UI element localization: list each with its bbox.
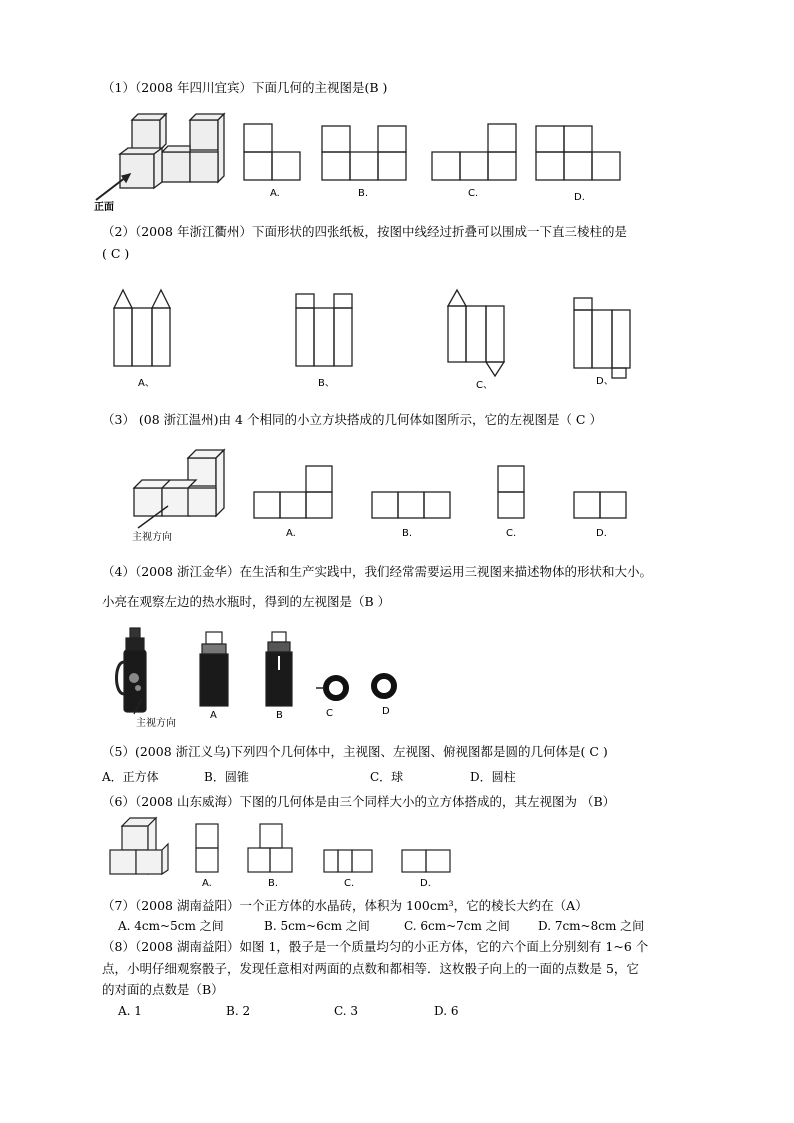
q8-option-b: B. 2 — [226, 1004, 251, 1018]
q3-figure — [102, 444, 642, 554]
q4-option-c-view — [316, 678, 346, 698]
q5-text: （5）(2008 浙江义乌)下列四个几何体中，主视图、左视图、俯视图都是圆的几何体是( C ) — [102, 744, 608, 759]
q5-option-b: B．圆锥 — [204, 770, 249, 784]
q2-option-b-net — [296, 294, 352, 366]
q3-text: （3） (08 浙江温州)由 4 个相同的小立方块搭成的几何体如图所示，它的左视图是（ C ） — [102, 412, 602, 427]
q7-option-d: D. 7cm~8cm 之间 — [538, 919, 645, 933]
q2-figure — [102, 280, 642, 398]
q1-option-c-view — [432, 124, 516, 180]
q6-option-b-view — [248, 824, 292, 872]
q7-option-b: B. 5cm~6cm 之间 — [264, 919, 370, 933]
q1-figure — [92, 104, 632, 214]
q6-option-c: C. — [344, 878, 355, 889]
q8-text-line2: 点，小明仔细观察骰子，发现任意相对两面的点数和都相等．这枚骰子向上的一面的点数是 5，它 — [102, 961, 639, 976]
q4-direction-label: 主视方向 — [136, 718, 176, 729]
q1-option-d: D. — [574, 192, 585, 203]
q2-option-c-net — [448, 290, 504, 376]
q6-option-d: D. — [420, 878, 431, 889]
q1-front-label: 正面 — [94, 202, 114, 213]
q1-text: （1）（2008 年四川宜宾）下面几何的主视图是(B ) — [102, 80, 388, 95]
q5-option-d: D．圆柱 — [470, 770, 516, 784]
q2-option-a: A、 — [138, 378, 155, 389]
q4-option-b: B — [276, 710, 283, 721]
q4-option-a-view — [200, 632, 228, 706]
q8-text-line1: （8）（2008 湖南益阳）如图 1，骰子是一个质量均匀的小正方体，它的六个面上分别刻有 1~6 个 — [102, 939, 649, 954]
q1-option-b: B. — [358, 188, 369, 199]
q4-figure — [112, 622, 412, 732]
q6-solid — [110, 818, 168, 874]
q3-option-d-view — [574, 492, 626, 518]
q4-text-line2: 小亮在观察左边的热水瓶时，得到的左视图是（B ） — [102, 594, 391, 609]
q2-option-a-net — [114, 290, 170, 366]
q2-answer: ( C ) — [102, 246, 130, 261]
q4-option-d: D — [382, 706, 390, 717]
q4-option-b-view — [266, 632, 292, 706]
q8-option-d: D. 6 — [434, 1004, 459, 1018]
q4-option-a: A — [210, 710, 217, 721]
q1-option-a: A. — [270, 188, 280, 199]
q3-option-b: B. — [402, 528, 413, 539]
q2-option-d: D、 — [596, 376, 614, 387]
q6-text: （6）（2008 山东威海）下图的几何体是由三个同样大小的立方体搭成的，其左视图为 （B） — [102, 794, 616, 809]
q2-option-b: B、 — [318, 378, 335, 389]
q2-option-d-net — [574, 298, 630, 378]
q4-text-line1: （4）（2008 浙江金华）在生活和生产实践中，我们经常需要运用三视图来描述物体的形状和大小。 — [102, 564, 652, 579]
q1-solid — [96, 114, 224, 200]
q6-option-a: A. — [202, 878, 212, 889]
q3-option-a: A. — [286, 528, 296, 539]
q7-option-c: C. 6cm~7cm 之间 — [404, 919, 510, 933]
q6-option-a-view — [196, 824, 218, 872]
q7-option-a: A. 4cm~5cm 之间 — [118, 919, 224, 933]
q3-solid — [134, 450, 224, 516]
q4-option-d-view — [374, 676, 394, 696]
q2-option-c: C、 — [476, 380, 493, 391]
q1-option-d-view — [536, 126, 620, 180]
q2-text: （2）（2008 年浙江衢州）下面形状的四张纸板，按图中线经过折叠可以围成一下直三棱柱的是 — [102, 224, 627, 239]
q6-figure — [102, 814, 482, 894]
q6-option-d-view — [402, 850, 450, 872]
q5-option-c: C．球 — [370, 770, 404, 784]
q6-option-c-view — [324, 850, 372, 872]
q3-option-c: C. — [506, 528, 517, 539]
q3-option-d: D. — [596, 528, 607, 539]
q5-option-a: A．正方体 — [102, 770, 159, 784]
q1-option-b-view — [322, 126, 406, 180]
q3-option-b-view — [372, 492, 450, 518]
q1-option-c: C. — [468, 188, 479, 199]
q4-option-c: C — [326, 708, 333, 719]
q1-option-a-view — [244, 124, 300, 180]
q6-option-b: B. — [268, 878, 279, 889]
q3-option-a-view — [254, 466, 332, 518]
q8-option-c: C. 3 — [334, 1004, 359, 1018]
q3-option-c-view — [498, 466, 524, 518]
q3-direction-label: 主视方向 — [132, 532, 172, 543]
q8-text-line3: 的对面的点数是（B） — [102, 982, 224, 997]
q7-text: （7）（2008 湖南益阳）一个正方体的水晶砖，体积为 100cm³，它的棱长大约在（A） — [102, 898, 588, 913]
q8-option-a: A. 1 — [118, 1004, 142, 1018]
